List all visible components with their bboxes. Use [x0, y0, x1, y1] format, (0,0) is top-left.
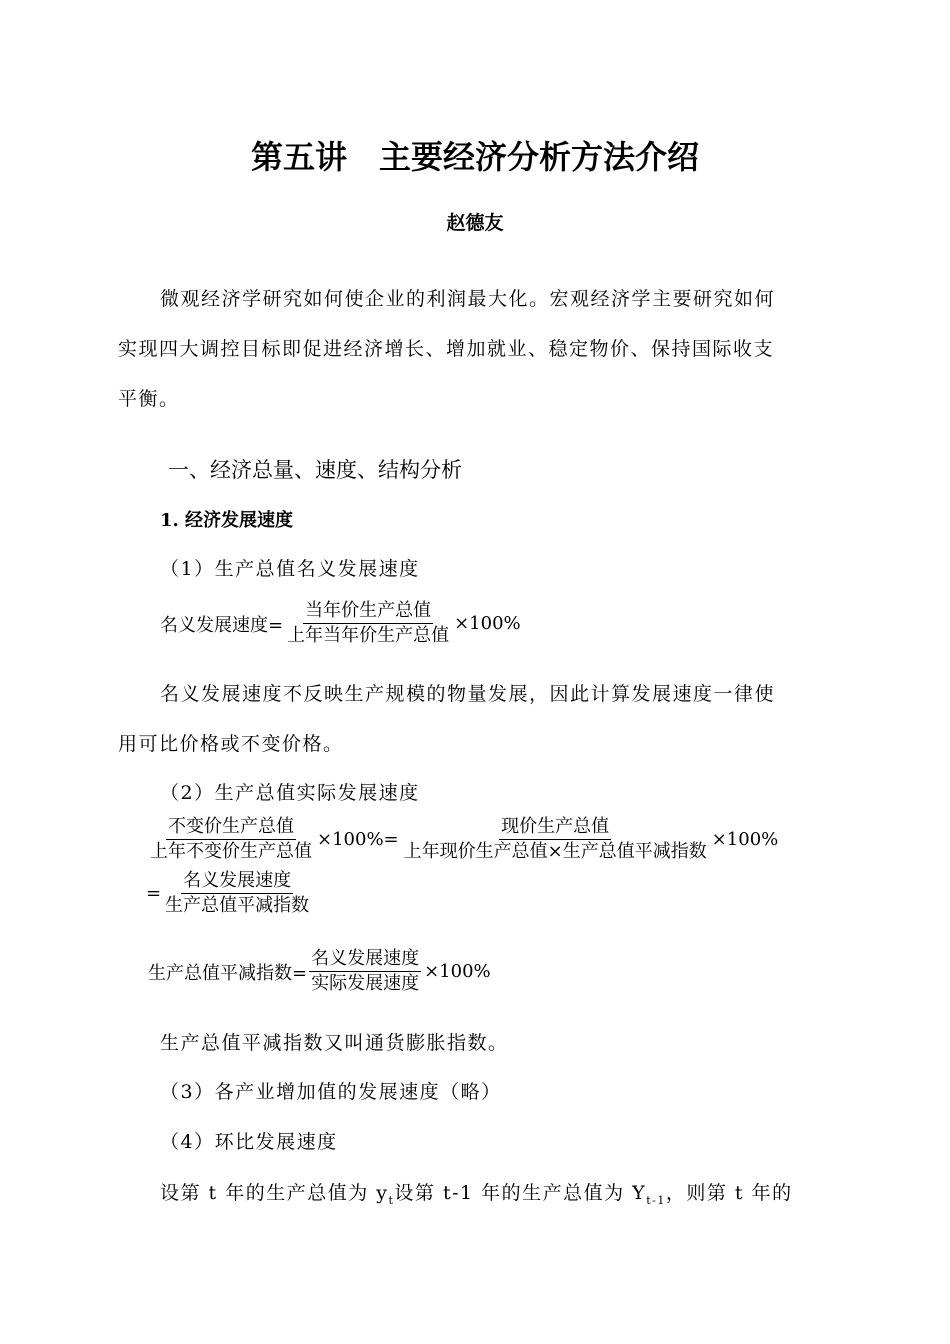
formula-mid: ×100%= [317, 829, 399, 850]
denominator: 生产总值平减指数 [165, 895, 310, 916]
fraction [309, 948, 421, 995]
item-1-note-line-2: 用可比价格或不变价格。 [118, 733, 344, 755]
item-2-label: （2）生产总值实际发展速度 [160, 782, 420, 804]
text-part-a: 设第 t 年的生产总值为 y [160, 1182, 389, 1204]
formula-eq: = [146, 883, 162, 904]
subscript-t: t [388, 1193, 395, 1207]
intro-line-3: 平衡。 [118, 388, 180, 410]
fraction [402, 816, 709, 863]
deflator-formula [148, 948, 492, 995]
formula-lhs: 生产总值平减指数= [148, 962, 308, 984]
numerator: 不变价生产总值 [166, 816, 296, 840]
formula-tail: ×100% [424, 961, 491, 982]
numerator: 名义发展速度 [181, 870, 293, 894]
fraction [285, 600, 451, 647]
text-part-c: ，则第 t 年的 [665, 1182, 793, 1204]
page-title: 第五讲 主要经济分析方法介绍 [250, 138, 699, 176]
item-2-note: 生产总值平减指数又叫通货膨胀指数。 [160, 1032, 509, 1054]
author-name: 赵德友 [446, 212, 504, 234]
denominator: 上年不变价生产总值 [150, 841, 312, 862]
numerator: 现价生产总值 [499, 816, 611, 840]
denominator: 实际发展速度 [311, 973, 420, 994]
numerator: 当年价生产总值 [303, 600, 433, 624]
section-heading: 一、经济总量、速度、结构分析 [168, 458, 462, 482]
fraction [148, 816, 314, 863]
formula-tail: ×100% [711, 829, 779, 850]
text-part-b: 设第 t-1 年的生产总值为 Y [394, 1182, 647, 1204]
intro-line-1: 微观经济学研究如何使企业的利润最大化。宏观经济学主要研究如何 [160, 288, 776, 310]
item-4-text [160, 1178, 793, 1207]
real-speed-formula-b [146, 870, 313, 917]
numerator: 名义发展速度 [309, 948, 421, 972]
subsection-heading: 1. 经济发展速度 [160, 510, 294, 531]
item-3-label: （3）各产业增加值的发展速度（略） [160, 1081, 502, 1103]
nominal-speed-formula [160, 600, 522, 647]
denominator: 上年现价生产总值×生产总值平减指数 [403, 841, 707, 862]
formula-tail: ×100% [454, 613, 521, 634]
denominator: 上年当年价生产总值 [287, 625, 450, 646]
formula-lhs: 名义发展速度= [160, 614, 284, 636]
item-4-label: （4）环比发展速度 [160, 1131, 338, 1153]
fraction [163, 870, 311, 917]
intro-line-2: 实现四大调控目标即促进经济增长、增加就业、稳定物价、保持国际收支 [118, 338, 775, 360]
item-1-note-line-1: 名义发展速度不反映生产规模的物量发展，因此计算发展速度一律使 [160, 683, 776, 705]
subscript-t-minus-1: t-1 [646, 1193, 666, 1207]
item-1-label: （1）生产总值名义发展速度 [160, 558, 420, 580]
real-speed-formula-a [146, 816, 779, 863]
